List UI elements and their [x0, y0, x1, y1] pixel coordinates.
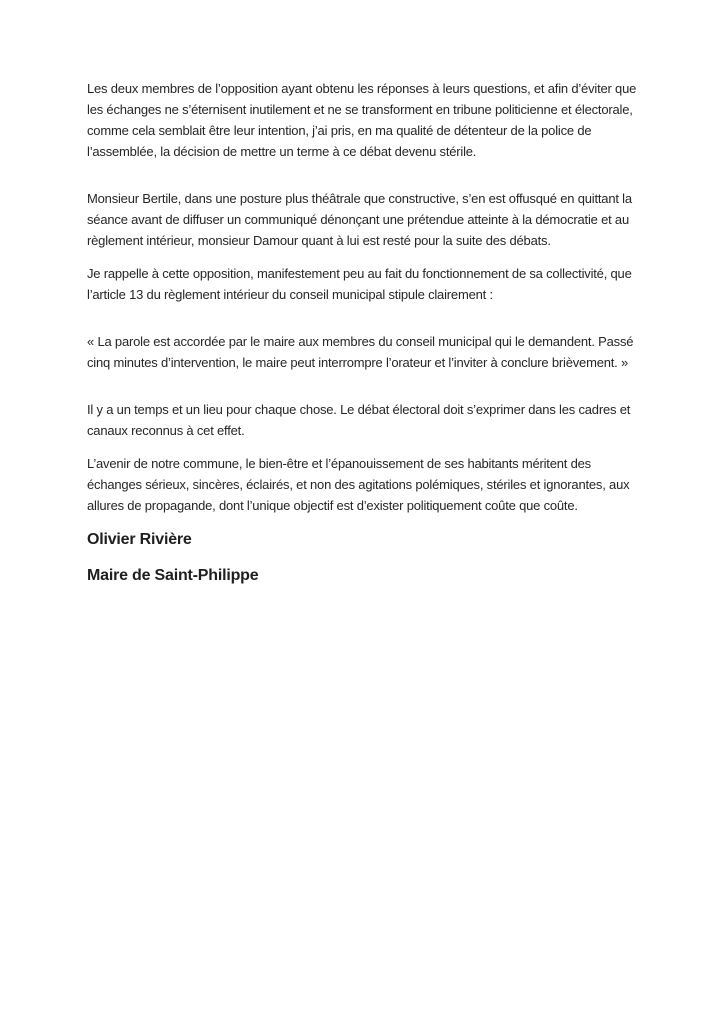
paragraph-intro: Les deux membres de l’opposition ayant obtenu les réponses à leurs questions, et afin d’éviter que les échanges ne s’éternisent inutilement et ne se transforment en tribune politicienne et électorale, comme cela semblait être leur intention, j’ai pris, en ma qualité de détenteur de la police de l’assemblée, la décision de mettre un terme à ce débat devenu stérile.: [87, 81, 637, 159]
quote-article-13: « La parole est accordée par le maire aux membres du conseil municipal qui le demandent. Passé cinq minutes d’intervention, le maire peut interrompre l’orateur et l’inviter à conclure brièvement. »: [87, 334, 634, 370]
signature-title: Maire de Saint-Philippe: [87, 567, 259, 584]
signature-name: Olivier Rivière: [87, 531, 192, 548]
paragraph-avenir: L’avenir de notre commune, le bien-être et l’épanouissement de ses habitants méritent des échanges sérieux, sincères, éclairés, et non des agitations polémiques, stériles et ignorantes, aux allures de propagande, dont l’unique objectif est d’exister politiquement coûte que coûte.: [87, 456, 630, 513]
letter-body: [87, 78, 639, 600]
paragraph-rappel: Je rappelle à cette opposition, manifestement peu au fait du fonctionnement de sa collectivité, que l’article 13 du règlement intérieur du conseil municipal stipule clairement :: [87, 266, 632, 302]
paragraph-bertile: Monsieur Bertile, dans une posture plus théâtrale que constructive, s’en est offusqué en quittant la séance avant de diffuser un communiqué dénonçant une prétendue atteinte à la démocratie et au règlement intérieur, monsieur Damour quant à lui est resté pour la suite des débats.: [87, 191, 632, 248]
paragraph-temps-lieu: Il y a un temps et un lieu pour chaque chose. Le débat électoral doit s’exprimer dans les cadres et canaux reconnus à cet effet.: [87, 402, 631, 438]
